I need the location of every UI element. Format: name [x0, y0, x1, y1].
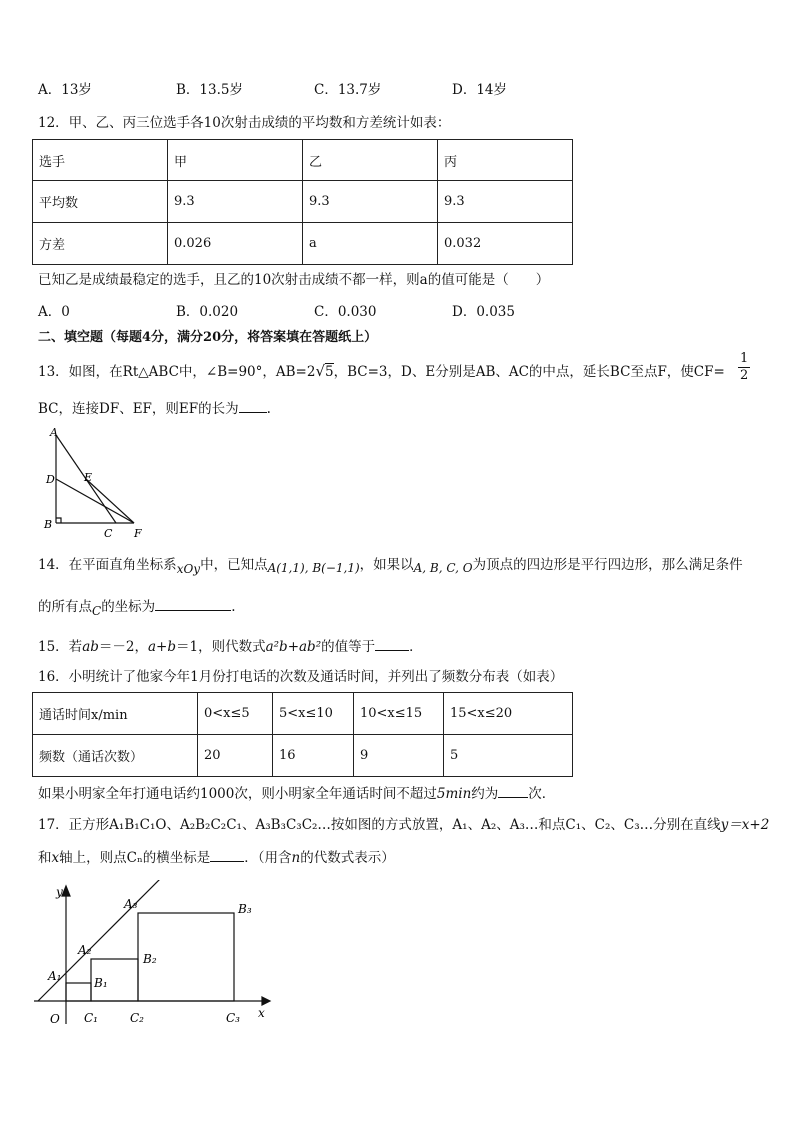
q11-option-d: D．14岁 — [452, 82, 508, 98]
q14-text: 为顶点的四边形是平行四边形，那么满足条件 — [472, 557, 743, 573]
label-b3: B₃ — [238, 902, 252, 916]
q16-cell: 15<x≤20 — [444, 693, 573, 735]
answer-blank[interactable] — [375, 636, 409, 651]
label-b: B — [44, 518, 53, 531]
q15-text: ＝1，则代数式 — [176, 639, 266, 655]
q12-option-d: D．0.035 — [452, 304, 515, 320]
q13-sqrt-coef: 2 — [306, 364, 316, 380]
q16-text: 约为 — [471, 786, 499, 802]
q11-option-c: C．13.7岁 — [314, 82, 382, 98]
q12-cell: 方差 — [33, 223, 168, 265]
q15-text: 15．若 — [38, 639, 83, 655]
label-e: E — [84, 471, 93, 484]
q12-table — [32, 139, 573, 265]
q17-text: 轴上，则点Cₙ的横坐标是 — [59, 850, 211, 866]
label-y: y — [56, 885, 63, 899]
q16-cell: 0<x≤5 — [198, 693, 273, 735]
q12-cell: 9.3 — [438, 181, 573, 223]
q12-cell: 平均数 — [33, 181, 168, 223]
q17-n: n — [291, 850, 301, 866]
section-title: 二、填空题（每题4分，满分20分，将答案填在答题纸上） — [38, 330, 378, 345]
q13-fraction — [738, 351, 750, 384]
q12-stem: 12．甲、乙、丙三位选手各10次射击成绩的平均数和方差统计如表： — [38, 115, 451, 131]
q14-line2 — [38, 596, 235, 617]
label-c2: C₂ — [130, 1011, 144, 1025]
q16-cell: 5 — [444, 735, 573, 777]
answer-blank[interactable] — [155, 596, 231, 611]
q12-cell: 9.3 — [303, 181, 438, 223]
answer-blank[interactable] — [239, 398, 267, 413]
q14-vertices: A, B, C, O — [413, 561, 473, 575]
q17-line-equation: y＝x+2 — [720, 817, 770, 833]
q13-triangle-figure — [40, 425, 150, 540]
q14-point-c: C — [92, 604, 102, 618]
q14-text: 的坐标为 — [101, 599, 156, 615]
q13-line1 — [38, 361, 725, 382]
q17-x: x — [51, 850, 60, 866]
q12-cell: a — [303, 223, 438, 265]
y-axis-arrow — [62, 886, 70, 896]
q12-cell: 乙 — [303, 140, 438, 181]
q17-line1 — [38, 815, 769, 835]
segment-df — [56, 479, 134, 523]
answer-blank[interactable] — [210, 847, 244, 862]
q15-ab: ab — [82, 639, 99, 655]
q16-question — [38, 783, 555, 804]
label-c1: C₁ — [84, 1011, 98, 1025]
q16-cell: 频数（通话次数） — [33, 735, 198, 777]
label-a3: A₃ — [124, 897, 138, 911]
label-b1: B₁ — [94, 976, 108, 990]
q16-min: 5min — [436, 786, 472, 802]
q11-option-b: B．13.5岁 — [176, 82, 243, 98]
q17-text: 和 — [38, 850, 52, 866]
q17-squares-figure — [30, 880, 280, 1035]
q14-text: ，如果以 — [359, 557, 414, 573]
q15-sum: a+b — [147, 639, 176, 655]
q15-end: ． — [409, 639, 423, 655]
label-c: C — [104, 527, 113, 540]
q12-option-b: B．0.020 — [176, 304, 239, 320]
right-angle-mark — [56, 518, 61, 523]
answer-blank[interactable] — [498, 783, 528, 798]
q13-line2 — [38, 398, 271, 419]
q16-cell: 10<x≤15 — [354, 693, 444, 735]
q13-sqrt: 2√5 — [306, 362, 334, 380]
label-d: D — [46, 473, 55, 486]
q16-cell: 16 — [273, 735, 354, 777]
q16-cell: 通话时间x/min — [33, 693, 198, 735]
q14-coordinate-system: xOy — [176, 562, 201, 576]
q17-line2 — [38, 847, 395, 868]
label-x: x — [258, 1006, 265, 1020]
q16-text: 如果小明家全年打通电话约1000次，则小明家全年通话时间不超过 — [38, 786, 437, 802]
q13-text: 13．如图，在Rt△ABC中，∠B=90°，AB= — [38, 364, 307, 380]
label-b2: B₂ — [143, 952, 157, 966]
x-axis-arrow — [262, 997, 270, 1005]
q12-option-a: A．0 — [38, 304, 70, 320]
q14-text: 14．在平面直角坐标系 — [38, 557, 177, 573]
label-o: O — [50, 1012, 60, 1026]
q13-frac-den: 2 — [740, 368, 749, 383]
q16-cell: 20 — [198, 735, 273, 777]
q15-expression: a²b+ab² — [265, 639, 322, 655]
q13-text: ，BC=3，D、E分别是AB、AC的中点，延长BC至点F，使CF= — [333, 364, 725, 380]
label-a1: A₁ — [48, 969, 62, 983]
q17-text: 的代数式表示） — [300, 850, 395, 866]
q14-line1 — [38, 555, 743, 575]
q15-text: ＝－2， — [98, 639, 148, 655]
q13-sqrt-radicand: 5 — [325, 364, 334, 380]
q16-cell: 5<x≤10 — [273, 693, 354, 735]
label-f: F — [134, 527, 142, 540]
q12-cell: 丙 — [438, 140, 573, 181]
q16-table — [32, 692, 573, 777]
q12-condition: 已知乙是成绩最稳定的选手，且乙的10次射击成绩不都一样，则a的值可能是（ ） — [38, 272, 550, 288]
label-a2: A₂ — [78, 943, 92, 957]
q16-end: 次． — [528, 786, 556, 802]
square-1 — [66, 983, 91, 1001]
q13-period: . — [266, 401, 271, 417]
label-a: A — [50, 426, 58, 439]
q13-text: BC，连接DF、EF，则EF的长为 — [38, 401, 239, 417]
q12-cell: 0.026 — [168, 223, 303, 265]
q11-option-a: A．13岁 — [38, 82, 92, 98]
segment-ef — [86, 479, 134, 523]
q12-cell: 9.3 — [168, 181, 303, 223]
q16-cell: 9 — [354, 735, 444, 777]
q13-frac-num: 1 — [740, 351, 749, 366]
label-c3: C₃ — [226, 1011, 240, 1025]
q17-text: 17．正方形A₁B₁C₁O、A₂B₂C₂C₁、A₃B₃C₃C₂…按如图的方式放置，A₁、A₂、A₃…和点C₁、C₂、C₃…分别在直线 — [38, 817, 721, 833]
q12-cell: 甲 — [168, 140, 303, 181]
q14-text: 的所有点 — [38, 599, 92, 615]
q12-option-c: C．0.030 — [314, 304, 377, 320]
q15-line — [38, 636, 423, 657]
q16-stem: 16．小明统计了他家今年1月份打电话的次数及通话时间，并列出了频数分布表（如表） — [38, 669, 564, 685]
q14-text: 中，已知点 — [200, 557, 268, 573]
q12-cell: 0.032 — [438, 223, 573, 265]
q15-text: 的值等于 — [321, 639, 376, 655]
q17-text: ．（用含 — [244, 850, 292, 866]
q12-cell: 选手 — [33, 140, 168, 181]
q14-period: . — [231, 599, 236, 615]
q14-points: A(1,1), B(−1,1) — [267, 561, 360, 575]
